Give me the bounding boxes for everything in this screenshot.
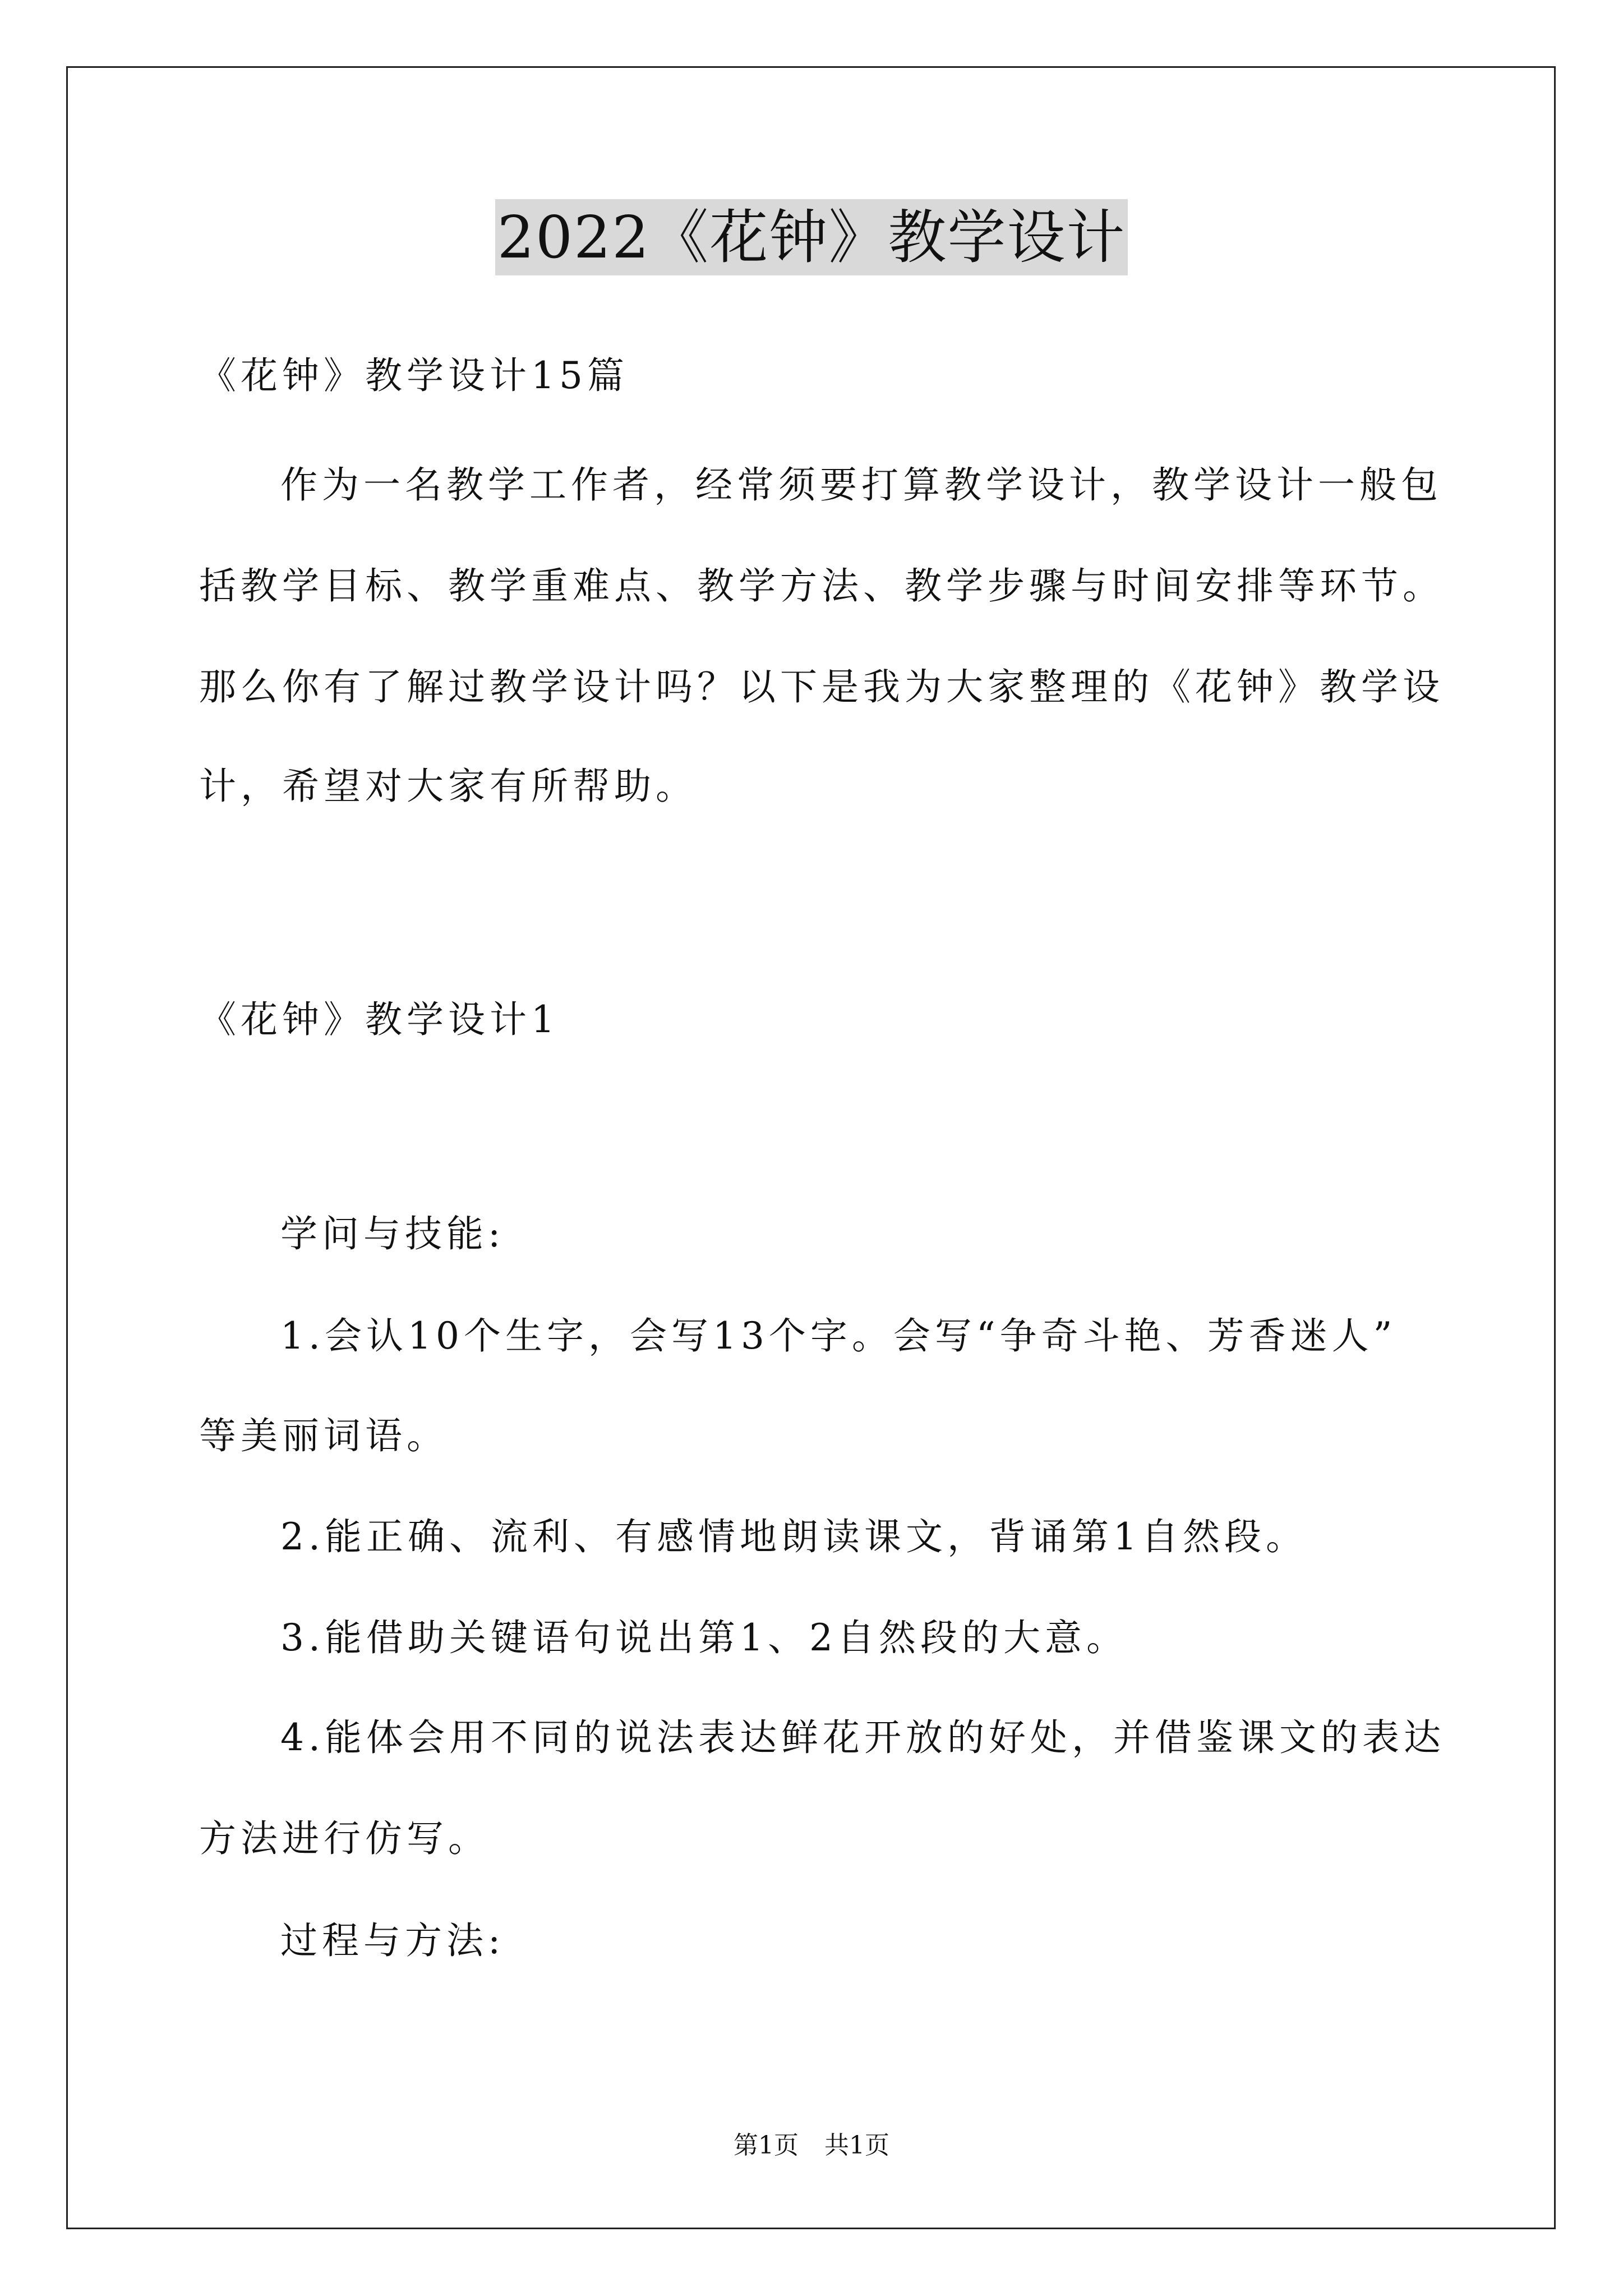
section-heading: 《花钟》教学设计1 <box>199 998 559 1041</box>
body-line: 过程与方法: <box>280 1919 505 1962</box>
body-line: 2.能正确、流利、有感情地朗读课文，背诵第1自然段。 <box>280 1515 1307 1558</box>
page-total: 共1页 <box>824 2131 889 2160</box>
intro-line: 那么你有了解过教学设计吗？以下是我为大家整理的《花钟》教学设 <box>199 665 1444 708</box>
intro-line: 作为一名教学工作者，经常须要打算教学设计，教学设计一般包 <box>280 463 1442 507</box>
document-title: 2022《花钟》教学设计 <box>495 199 1128 275</box>
intro-line: 括教学目标、教学重难点、教学方法、教学步骤与时间安排等环节。 <box>199 564 1444 608</box>
page-footer <box>0 2129 1623 2162</box>
body-line: 学问与技能: <box>280 1212 505 1255</box>
page-number: 第1页 <box>734 2131 799 2160</box>
body-line: 方法进行仿写。 <box>199 1817 490 1860</box>
document-subtitle: 《花钟》教学设计15篇 <box>199 354 629 397</box>
body-line: 3.能借助关键语句说出第1、2自然段的大意。 <box>280 1616 1128 1659</box>
body-line: 4.能体会用不同的说法表达鲜花开放的好处，并借鉴课文的表达 <box>280 1716 1445 1759</box>
intro-line: 计，希望对大家有所帮助。 <box>199 765 697 808</box>
title-container <box>0 199 1623 275</box>
body-line: 1.会认10个生字，会写13个字。会写“争奇斗艳、芳香迷人” <box>280 1314 1397 1358</box>
body-line: 等美丽词语。 <box>199 1414 448 1457</box>
